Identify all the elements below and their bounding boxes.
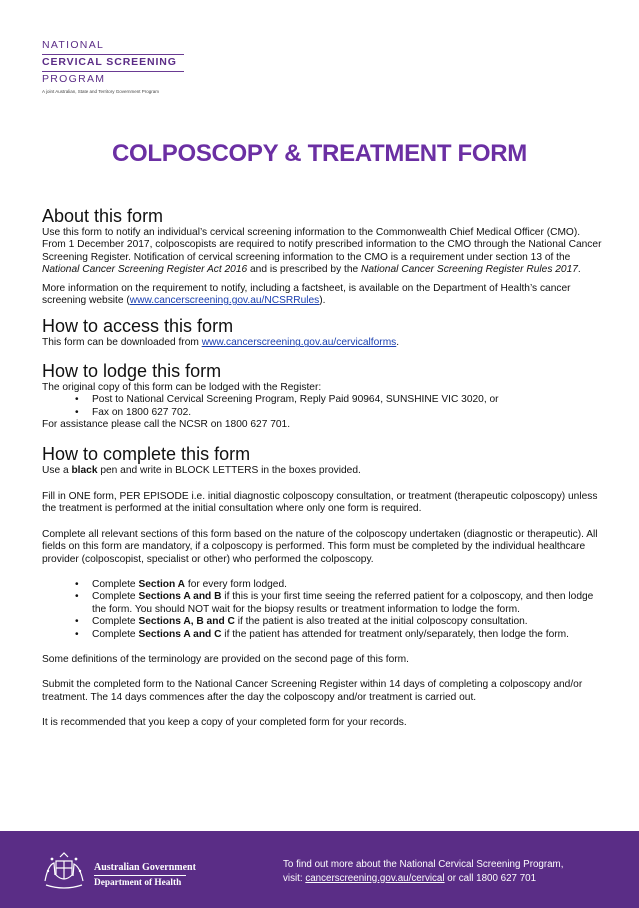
- logo-line-cervical-screening: CERVICAL SCREENING: [42, 56, 177, 68]
- about-paragraph: [42, 227, 602, 277]
- list-item: • Complete Sections A, B and C if the patient is also treated at the initial colposcopy consultation.: [42, 616, 602, 628]
- cervical-forms-link[interactable]: www.cancerscreening.gov.au/cervicalforms: [201, 337, 397, 349]
- pen-instruction: [42, 465, 602, 477]
- episode-instruction: Fill in ONE form, PER EPISODE i.e. initial diagnostic colposcopy consultation, or treatment (therapeutic colposcopy) unless the treatment is performed at the initial consultation where only one form is required.: [42, 490, 598, 515]
- form-instructions: [42, 205, 602, 730]
- logo-line-program: PROGRAM: [42, 73, 106, 85]
- list-item: • Post to National Cervical Screening Program, Reply Paid 90964, SUNSHINE VIC 3020, or: [42, 394, 602, 406]
- about-heading: About this form: [42, 206, 164, 226]
- footer-info-line2: visit: cancerscreening.gov.au/cervical or call 1800 627 701: [283, 872, 537, 884]
- logo-divider: [42, 54, 184, 55]
- about-text-c: .: [577, 264, 581, 276]
- logo-line-national: NATIONAL: [42, 39, 105, 51]
- gov-name: Australian Government: [94, 862, 196, 873]
- ncsr-rules-link[interactable]: www.cancerscreening.gov.au/NCSRRules: [129, 295, 320, 307]
- more-info-end: ).: [319, 295, 326, 307]
- footer-info-line1: To find out more about the National Cervical Screening Program,: [283, 859, 564, 870]
- footer-info: [283, 858, 613, 885]
- keep-copy-note: It is recommended that you keep a copy of your completed form for your records.: [42, 717, 407, 729]
- australian-government-wordmark: [94, 861, 196, 890]
- access-paragraph: [42, 337, 602, 349]
- pen-text-b: pen and write in BLOCK LETTERS in the boxes provided.: [97, 465, 361, 477]
- about-text-a: Use this form to notify an individual’s cervical screening information to the Commonwealth Chief Medical Officer (CMO). From 1 December 2017, colposcopists are required to notify prescribed information to the CMO through the National Cancer Screening Register. Notification of cervical screening information to the CMO is a requirement under section 13 of the: [42, 227, 602, 263]
- page-footer: [0, 831, 639, 908]
- lodge-options-list: [42, 394, 602, 419]
- pen-text-bold: black: [71, 465, 98, 477]
- act-name: National Cancer Screening Register Act 2016: [42, 264, 248, 276]
- logo-tagline: A joint Australian, State and Territory Government Program: [42, 89, 159, 94]
- assistance-text: For assistance please call the NCSR on 1800 627 701.: [42, 419, 291, 431]
- rules-name: National Cancer Screening Register Rules 2017: [361, 264, 578, 276]
- access-heading: How to access this form: [42, 316, 234, 337]
- access-end: .: [396, 337, 400, 349]
- lodge-heading: How to lodge this form: [42, 360, 222, 381]
- cervical-screening-link[interactable]: cancerscreening.gov.au/cervical: [305, 872, 445, 884]
- definitions-note: Some definitions of the terminology are provided on the second page of this form.: [42, 653, 409, 665]
- logo-divider: [42, 71, 184, 72]
- lodge-intro: The original copy of this form can be lodged with the Register:: [42, 381, 322, 393]
- submit-instruction: Submit the completed form to the National Cancer Screening Register within 14 days of completing a colposcopy and/or treatment. The 14 days commences after the day the colposcopy and/or treatment is carried out.: [42, 679, 583, 703]
- about-more-info: [42, 283, 602, 308]
- sections-instruction: Complete all relevant sections of this form based on the nature of the colposcopy undertaken (diagnostic or therapeutic). All fields on this form are mandatory, if a colposcopy is performed. This form must be completed by the individual healthcare provider (colposcopist, specialist or other) who performed the colposcopy.: [42, 528, 598, 565]
- pen-text-a: Use a: [42, 465, 72, 477]
- complete-heading: How to complete this form: [42, 444, 251, 465]
- gov-divider: [94, 875, 186, 876]
- list-item: • Fax on 1800 627 702.: [42, 407, 602, 419]
- ncsp-logo: [42, 39, 192, 94]
- form-title: COLPOSCOPY & TREATMENT FORM: [111, 140, 528, 167]
- more-info-text: More information on the requirement to notify, including a factsheet, is available on the Department of Health’s cancer screening website (: [42, 282, 571, 307]
- about-text-b: and is prescribed by the: [247, 264, 362, 276]
- department-name: Department of Health: [94, 878, 182, 888]
- list-item: • Complete Section A for every form lodged.: [42, 579, 602, 591]
- list-item: • Complete Sections A and C if the patient has attended for treatment only/separately, then lodge the form.: [42, 629, 602, 641]
- access-text: This form can be downloaded from: [42, 337, 202, 349]
- coat-of-arms-icon: [42, 851, 86, 891]
- list-item: • Complete Sections A and B if this is your first time seeing the referred patient for a colposcopy, and then lodge the form. You should NOT wait for the biopsy results or treatment information to lodge the form.: [42, 591, 602, 616]
- sections-list: [42, 579, 602, 641]
